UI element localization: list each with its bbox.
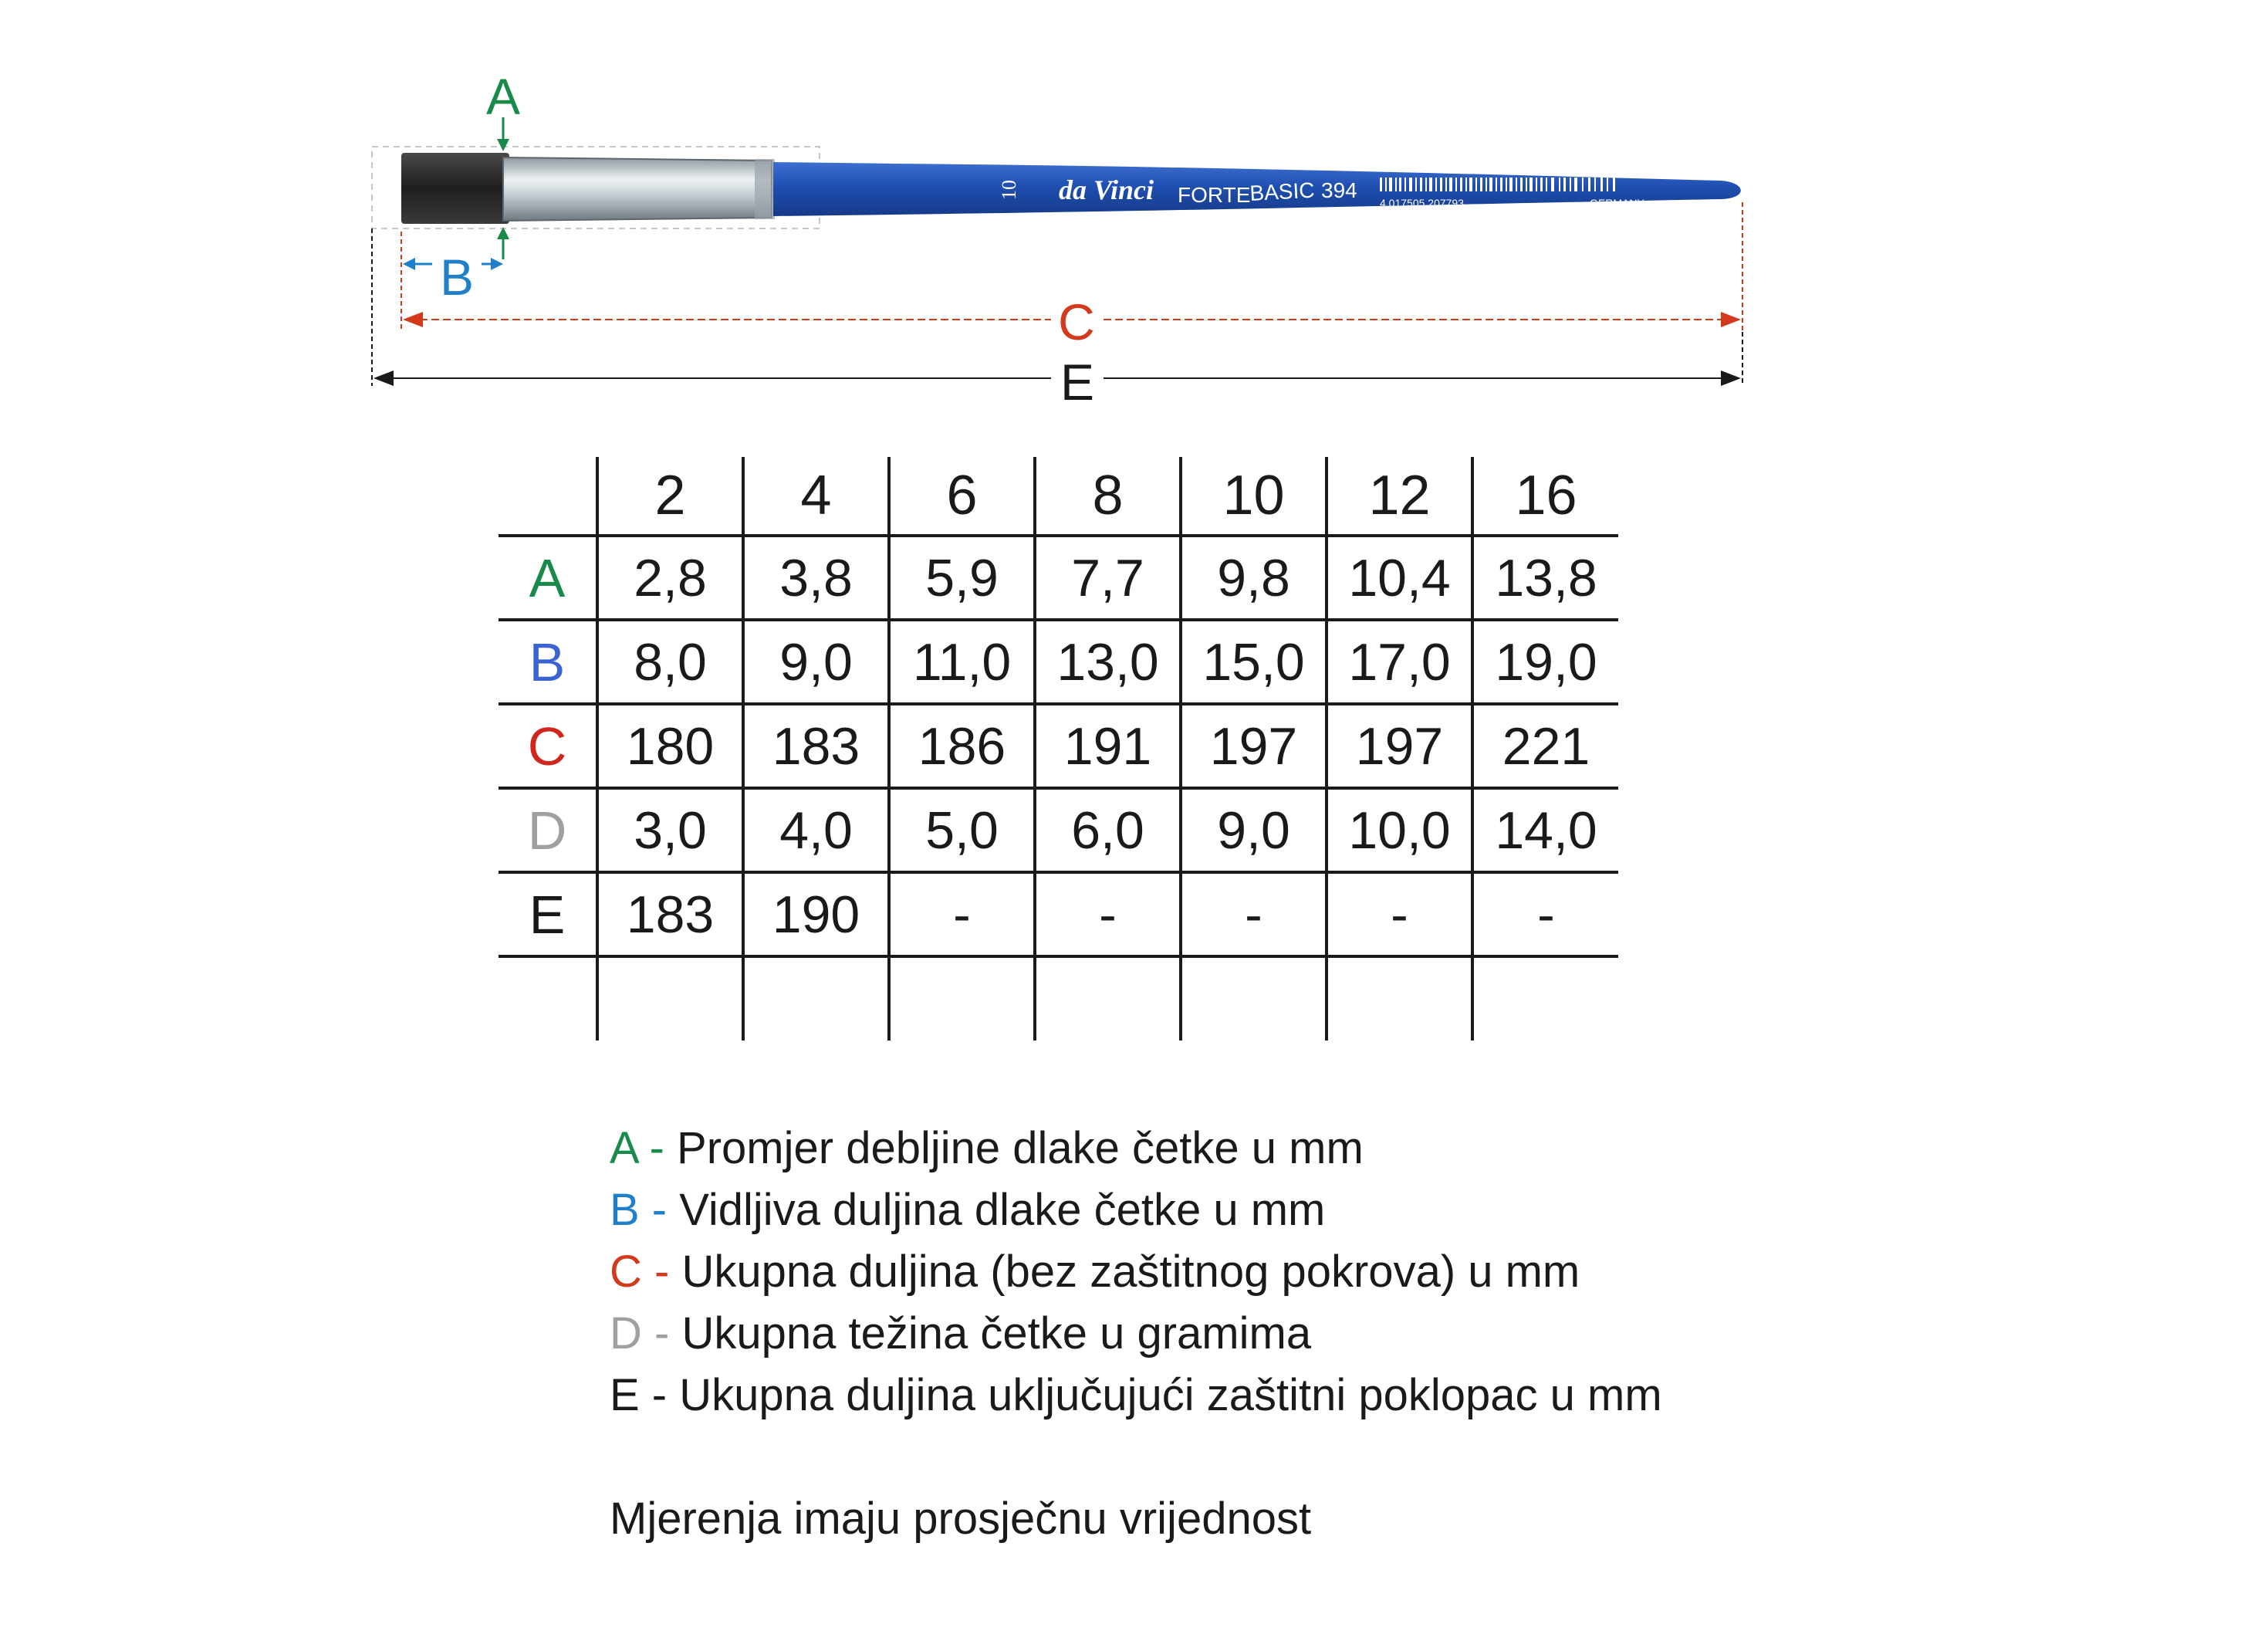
legend-item <box>610 1118 1662 1179</box>
size-header-8: 8 <box>1035 457 1181 536</box>
legend-item <box>610 1241 1662 1303</box>
table-cell: 19,0 <box>1472 620 1618 704</box>
table-cell: 15,0 <box>1181 620 1327 704</box>
legend-text: Promjer debljine dlake četke u mm <box>677 1123 1364 1173</box>
table-cell: 17,0 <box>1327 620 1472 704</box>
legend-key: D - <box>610 1308 670 1358</box>
brush-bristles <box>401 153 509 224</box>
legend-key: A - <box>610 1123 664 1173</box>
legend-key: E - <box>610 1370 668 1420</box>
table-cell: 183 <box>597 872 743 956</box>
table-cell: 4,0 <box>743 788 889 872</box>
table-empty-cell <box>743 956 889 1040</box>
measurement-note: Mjerenja imaju prosječnu vrijednost <box>610 1494 1312 1544</box>
table-cell: 186 <box>889 704 1035 788</box>
table-row <box>499 536 1618 620</box>
table-empty-cell <box>499 956 597 1040</box>
table-cell: 8,0 <box>597 620 743 704</box>
table-empty-row <box>499 956 1618 1040</box>
table-row <box>499 788 1618 872</box>
table-cell: 190 <box>743 872 889 956</box>
table-cell: 13,0 <box>1035 620 1181 704</box>
legend-text: Ukupna duljina uključujući zaštitni poklopac u mm <box>679 1370 1662 1420</box>
brush-dimension-diagram <box>0 0 2268 432</box>
table-cell: 9,0 <box>743 620 889 704</box>
size-spec-table <box>499 457 1618 1040</box>
legend-text: Ukupna težina četke u gramima <box>681 1308 1312 1358</box>
table-cell: 10,0 <box>1327 788 1472 872</box>
brush-line-basic: BASIC <box>1249 178 1316 205</box>
size-header-10: 10 <box>1181 457 1327 536</box>
legend-key: C - <box>610 1247 670 1297</box>
table-cell: - <box>889 872 1035 956</box>
table-cell: 9,8 <box>1181 536 1327 620</box>
dimension-e <box>372 228 1742 386</box>
brush-brand: da Vinci <box>1059 174 1154 205</box>
table-cell: 11,0 <box>889 620 1035 704</box>
table-empty-cell <box>1035 956 1181 1040</box>
row-label-b: B <box>499 620 597 704</box>
table-empty-cell <box>597 956 743 1040</box>
legend-item <box>610 1303 1662 1365</box>
legend-text: Vidljiva duljina dlake četke u mm <box>679 1185 1326 1235</box>
table-cell: - <box>1035 872 1181 956</box>
size-header-16: 16 <box>1472 457 1618 536</box>
row-label-a: A <box>499 536 597 620</box>
table-cell: 10,4 <box>1327 536 1472 620</box>
table-cell: 9,0 <box>1181 788 1327 872</box>
legend-item <box>610 1365 1662 1426</box>
dimension-label-c: C <box>1058 293 1095 350</box>
legend-key: B - <box>610 1185 668 1235</box>
table-cell: 6,0 <box>1035 788 1181 872</box>
brush-origin: GERMANY <box>1590 197 1644 209</box>
table-cell: 221 <box>1472 704 1618 788</box>
table-empty-cell <box>1181 956 1327 1040</box>
table-cell: 197 <box>1181 704 1327 788</box>
table-cell: 7,7 <box>1035 536 1181 620</box>
size-header-4: 4 <box>743 457 889 536</box>
size-header-12: 12 <box>1327 457 1472 536</box>
row-label-c: C <box>499 704 597 788</box>
legend-text: Ukupna duljina (bez zaštitnog pokrova) u mm <box>681 1247 1580 1297</box>
table-row <box>499 620 1618 704</box>
dimension-label-b: B <box>439 249 475 306</box>
table-cell: 191 <box>1035 704 1181 788</box>
legend-item <box>610 1179 1662 1241</box>
ferrule-ring <box>755 159 775 219</box>
table-empty-cell <box>1472 956 1618 1040</box>
row-label-e: E <box>499 872 597 956</box>
brush-series: 394 <box>1321 178 1357 202</box>
table-cell: 5,0 <box>889 788 1035 872</box>
table-cell: - <box>1181 872 1327 956</box>
table-cell: 197 <box>1327 704 1472 788</box>
dimension-label-a: A <box>485 68 521 125</box>
size-header-2: 2 <box>597 457 743 536</box>
table-cell: - <box>1327 872 1472 956</box>
table-corner-cell <box>499 457 597 536</box>
brush-line-forte: FORTE <box>1178 183 1251 207</box>
table-empty-cell <box>889 956 1035 1040</box>
table-cell: 14,0 <box>1472 788 1618 872</box>
brush-ferrule <box>503 157 772 221</box>
table-cell: 180 <box>597 704 743 788</box>
table-cell: 5,9 <box>889 536 1035 620</box>
table-cell: 183 <box>743 704 889 788</box>
table-cell: 3,8 <box>743 536 889 620</box>
row-label-d: D <box>499 788 597 872</box>
barcode-number: 4 017505 207793 <box>1380 197 1464 209</box>
table-header-row <box>499 457 1618 536</box>
brush-size-mark: 10 <box>997 180 1020 200</box>
dimension-label-e: E <box>1060 354 1095 411</box>
table-cell: 13,8 <box>1472 536 1618 620</box>
table-cell: 3,0 <box>597 788 743 872</box>
legend <box>610 1118 1662 1426</box>
table-empty-cell <box>1327 956 1472 1040</box>
size-header-6: 6 <box>889 457 1035 536</box>
table-cell: 2,8 <box>597 536 743 620</box>
table-cell: - <box>1472 872 1618 956</box>
table-row <box>499 704 1618 788</box>
table-row <box>499 872 1618 956</box>
